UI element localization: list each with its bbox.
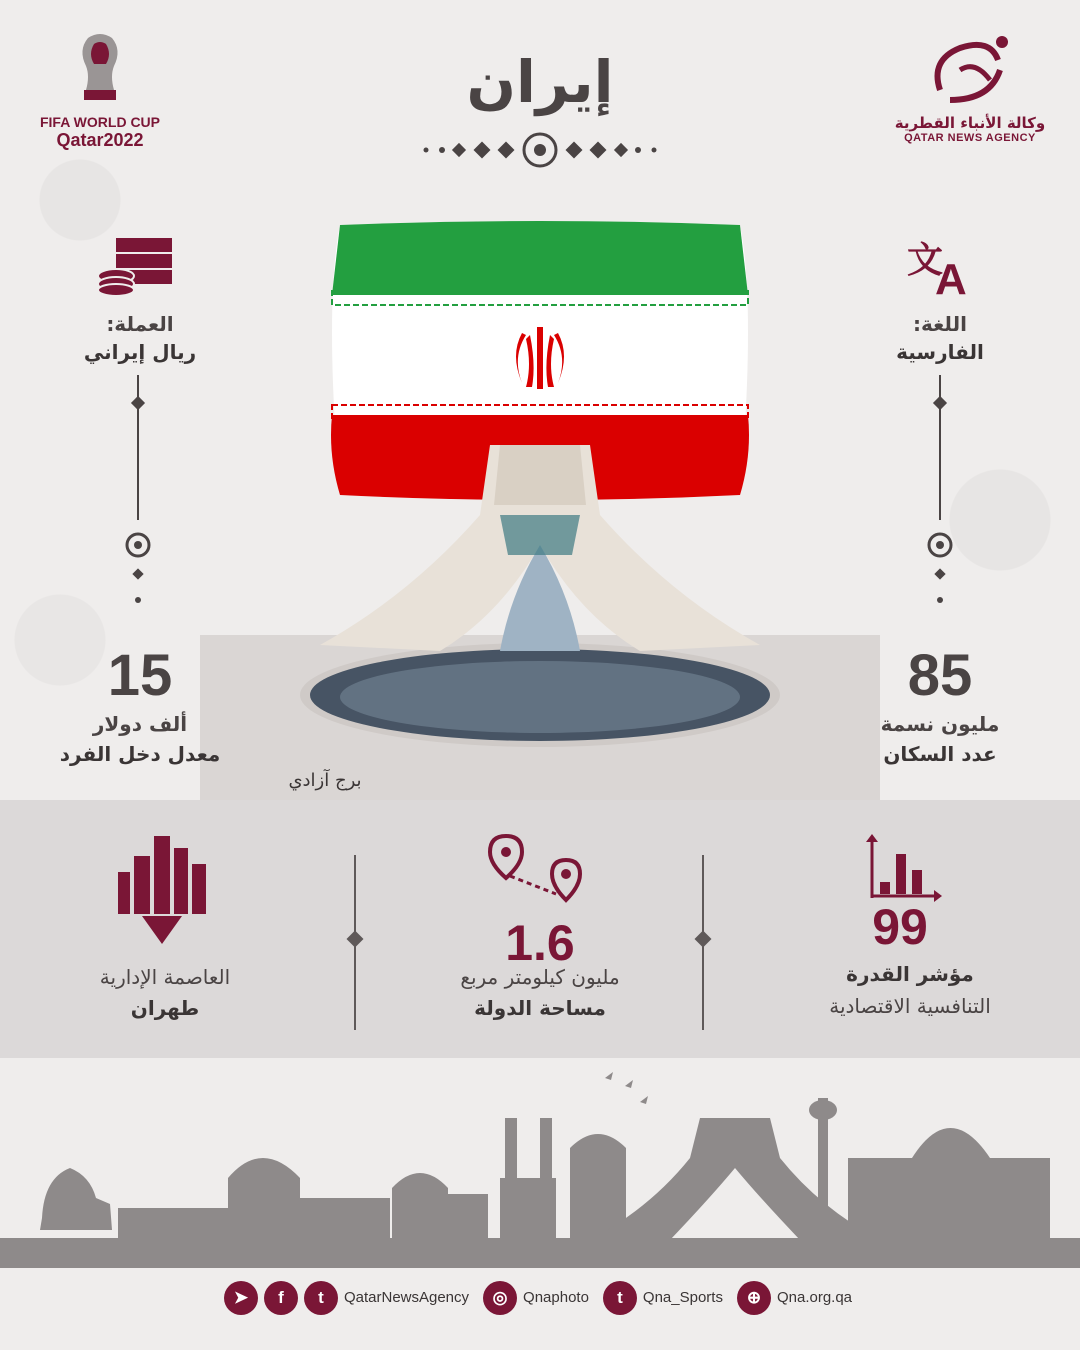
iran-skyline-illustration	[0, 1058, 1080, 1268]
globe-icon[interactable]: ⊕	[737, 1281, 771, 1315]
social-footer	[0, 1275, 1080, 1320]
world-cup-line1: FIFA WORLD CUP	[39, 114, 161, 130]
twitter-sports-icon[interactable]: t	[603, 1281, 637, 1315]
income-unit: ألف دولار	[92, 712, 188, 736]
population-label: عدد السكان	[883, 742, 997, 766]
left-column-connector	[118, 375, 158, 615]
facebook-icon[interactable]: f	[264, 1281, 298, 1315]
qna-english-name: QATAR NEWS AGENCY	[904, 132, 1036, 144]
competitiveness-line1: مؤشر القدرة	[846, 962, 974, 986]
divider-left	[345, 855, 365, 1030]
page-title: إيران	[466, 48, 614, 116]
landmark-caption: برج آزادي	[288, 770, 362, 791]
capital-label: العاصمة الإدارية	[99, 965, 231, 989]
competitiveness-line2: التنافسية الاقتصادية	[829, 994, 991, 1018]
income-number: 15	[107, 643, 173, 708]
handle-qna-sports[interactable]: Qna_Sports	[642, 1289, 723, 1306]
language-value: الفارسية	[896, 340, 984, 364]
capital-value: طهران	[130, 996, 200, 1020]
handle-qnaphoto[interactable]: Qnaphoto	[523, 1289, 589, 1306]
area-label: مساحة الدولة	[474, 996, 606, 1020]
qna-arabic-name: وكالة الأنباء القطرية	[894, 114, 1046, 132]
area-unit: مليون كيلومتر مربع	[460, 965, 620, 989]
map-pin-route-icon	[484, 830, 594, 910]
right-column-connector	[920, 375, 960, 615]
area-number: 1.6	[505, 915, 575, 971]
population-unit: مليون نسمة	[880, 712, 1000, 736]
divider-right	[693, 855, 713, 1030]
income-label: معدل دخل الفرد	[59, 742, 221, 766]
bar-chart-icon	[862, 832, 944, 902]
instagram-icon[interactable]: ◎	[483, 1281, 517, 1315]
twitter-icon[interactable]: t	[304, 1281, 338, 1315]
language-label: اللغة:	[913, 312, 967, 336]
handle-qatarnewsagency[interactable]: QatarNewsAgency	[343, 1289, 470, 1306]
svg-text:A: A	[935, 255, 967, 296]
world-cup-line2: Qatar2022	[56, 130, 144, 150]
city-buildings-icon	[114, 836, 210, 948]
handle-website[interactable]: Qna.org.qa	[776, 1289, 853, 1306]
population-number: 85	[907, 643, 973, 708]
telegram-icon[interactable]: ➤	[224, 1281, 258, 1315]
coins-icon	[96, 232, 180, 296]
svg-text:文: 文	[907, 240, 944, 281]
iran-flag-and-tower-image	[200, 215, 880, 800]
title-divider	[420, 130, 660, 170]
competitiveness-number: 99	[872, 899, 928, 955]
currency-label: العملة:	[106, 312, 174, 336]
currency-value: ريال إيراني	[83, 340, 197, 364]
translate-icon	[905, 232, 977, 296]
